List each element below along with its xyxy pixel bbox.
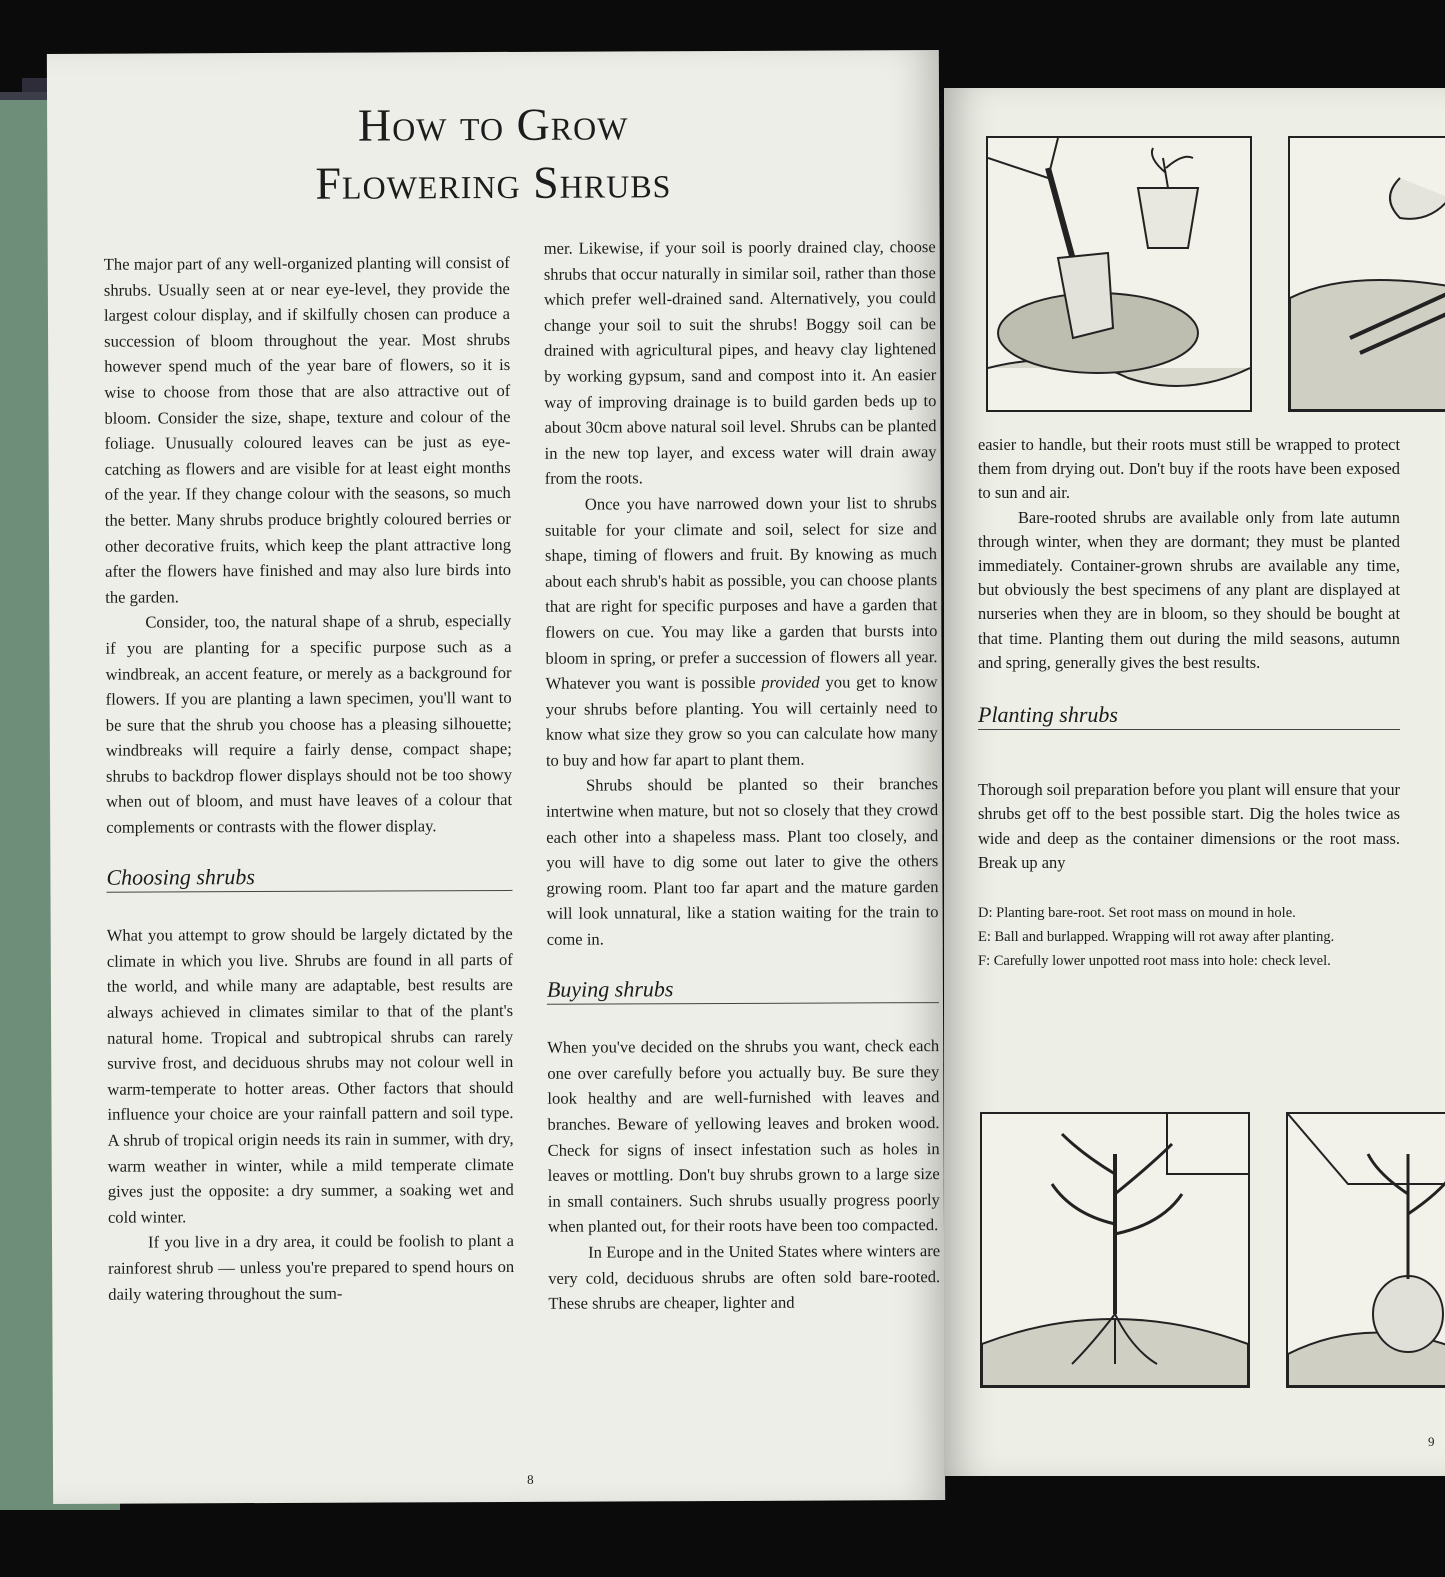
paragraph: mer. Likewise, if your soil is poorly drained clay, choose shrubs that occur naturally in similar soil, rather than those which prefer well-drained sand. Alternatively, you could change your soil to suit the shrubs! Boggy soil can be drained with agricultural pipes, and heavy clay lightened by working gypsum, sand and compost into it. An easier way of improving drainage is to build garden beds up to about 30cm above natural soil level. Shrubs can be planted in the new top layer, and excess water will drain away from the roots. bbox=[543, 237, 937, 489]
right-page bbox=[944, 88, 1445, 1476]
illustration-burlap bbox=[1286, 1112, 1445, 1388]
paragraph: Bare-rooted shrubs are available only from late autumn through winter, when they are dormant; they must be planted immediately. Container-grown shrubs are available any time, but obviously the best specimens of any plant are displayed at nurseries when they are in bloom, so they should be bought at that time. Planting them out during the mild seasons, autumn and spring, generally gives the best results. bbox=[978, 507, 1400, 672]
paragraph: Shrubs should be planted so their branches intertwine when mature, but not so closely that they crowd each other into a shapeless mass. Plant too closely, and you will have to dig some out later to give the others growing room. Plant too far apart and the mature garden will look unnatural, like a station waiting for the train to come in. bbox=[546, 774, 939, 949]
page-title: How to Grow Flowering Shrubs bbox=[315, 98, 672, 209]
burlap-drawing bbox=[1288, 1114, 1445, 1386]
bare-root-drawing bbox=[982, 1114, 1248, 1386]
text-column-3 bbox=[978, 433, 1400, 973]
page-number-left: 8 bbox=[527, 1471, 534, 1487]
paragraph: Once you have narrowed down your list to shrubs suitable for your climate and soil, select for size and shape, timing of flowers and fruit. By knowing as much about each shrub's habit as possible, you can choose plants that are right for specific purposes and have a garden that flowers on cue. You may like a garden that bursts into bloom in spring, or prefer a succession of flowers all year. Whatever you want is possible provided you get to know your shrubs before planting. You will certainly need to know what size they grow so you can calculate how many to buy and how far apart to plant them. bbox=[544, 493, 938, 770]
text-column-1 bbox=[104, 250, 515, 1307]
illustration-top-right bbox=[1288, 136, 1445, 412]
page-number-right: 9 bbox=[1428, 1434, 1435, 1449]
text-column-2 bbox=[544, 234, 941, 1316]
section-heading-planting: Planting shrubs bbox=[978, 703, 1400, 730]
left-page bbox=[47, 50, 945, 1504]
caption-e: E: Ball and burlapped. Wrapping will rot away after planting. bbox=[978, 929, 1335, 946]
section-heading-buying: Buying shrubs bbox=[547, 975, 939, 1005]
paragraph: If you live in a dry area, it could be foolish to plant a rainforest shrub — unless you're prepared to spend hours on daily watering throughout the sum- bbox=[108, 1231, 515, 1304]
spade-pot-drawing bbox=[988, 138, 1250, 410]
illustration-spade-pot bbox=[986, 136, 1252, 412]
planting-drawing bbox=[1290, 138, 1445, 410]
paragraph: In Europe and in the United States where winters are very cold, deciduous shrubs are often sold bare-rooted. These shrubs are cheaper, lighter and bbox=[548, 1241, 941, 1313]
section-heading-choosing: Choosing shrubs bbox=[106, 863, 512, 893]
paragraph: Thorough soil preparation before you plant will ensure that your shrubs get off to the best possible start. Dig the holes twice as wide and deep as the container dimensions or the root mass. Break up any bbox=[978, 780, 1400, 872]
paragraph: When you've decided on the shrubs you want, check each one over carefully before you actually buy. Be sure they look healthy and are well-furnished with leaves and branches. Beware of yellowing leaves and broken wood. Check for signs of insect infestation such as holes in leaves or mottling. Don't buy shrubs grown to a large size in small containers. Such shrubs usually progress poorly when planted out, for their roots have been too compacted. bbox=[547, 1036, 940, 1237]
caption-d: D: Planting bare-root. Set root mass on mound in hole. bbox=[978, 905, 1296, 922]
caption-f: F: Carefully lower unpotted root mass into hole: check level. bbox=[978, 953, 1331, 970]
paragraph: easier to handle, but their roots must still be wrapped to protect them from drying out. Don't buy if the roots have been exposed to sun and air. bbox=[978, 435, 1400, 503]
paragraph: What you attempt to grow should be largely dictated by the climate in which you live. Shrubs are found in all parts of the world, and while many are adaptable, best results are always achieved in climates similar to that of the plant's natural home. Tropical and subtropical shrubs can rarely survive frost, and deciduous shrubs may not colour well in warm-temperate to hotter areas. Other factors that should influence your choice are your rainfall pattern and soil type. A shrub of tropical origin needs its rain in summer, with dry, warm weather in winter, while a mild temperate climate gives just the opposite: a dry summer, a soaking wet and cold winter. bbox=[106, 924, 514, 1227]
illustration-bare-root bbox=[980, 1112, 1250, 1388]
paragraph: The major part of any well-organized planting will consist of shrubs. Usually seen at or near eye-level, they provide the largest colour display, and if skilfully chosen can produce a succession of bloom throughout the year. Most shrubs however spend much of the year bare of flowers, so it is wise to choose from those that are also attractive out of bloom. Consider the size, shape, texture and colour of the foliage. Unusually coloured leaves can be just as eye-catching as flowers and are visible for at least eight months of the year. If they change colour with the seasons, so much the better. Many shrubs produce brightly coloured berries or other decorative fruits, which keep the plant attractive long after the flowers have finished and may also lure birds into the garden. bbox=[103, 252, 512, 607]
paragraph: Consider, too, the natural shape of a shrub, especially if you are planting for a specific purpose such as a windbreak, an accent feature, or merely as a background for flowers. If you are planting a lawn specimen, you'll want to be sure that the shrub you choose has a pleasing silhouette; windbreaks will require a fairly dense, compact shape; shrubs to backdrop flower displays should not be too showy when out of bloom, and must have leaves of a colour that complements or contrasts with the flower display. bbox=[105, 611, 513, 837]
